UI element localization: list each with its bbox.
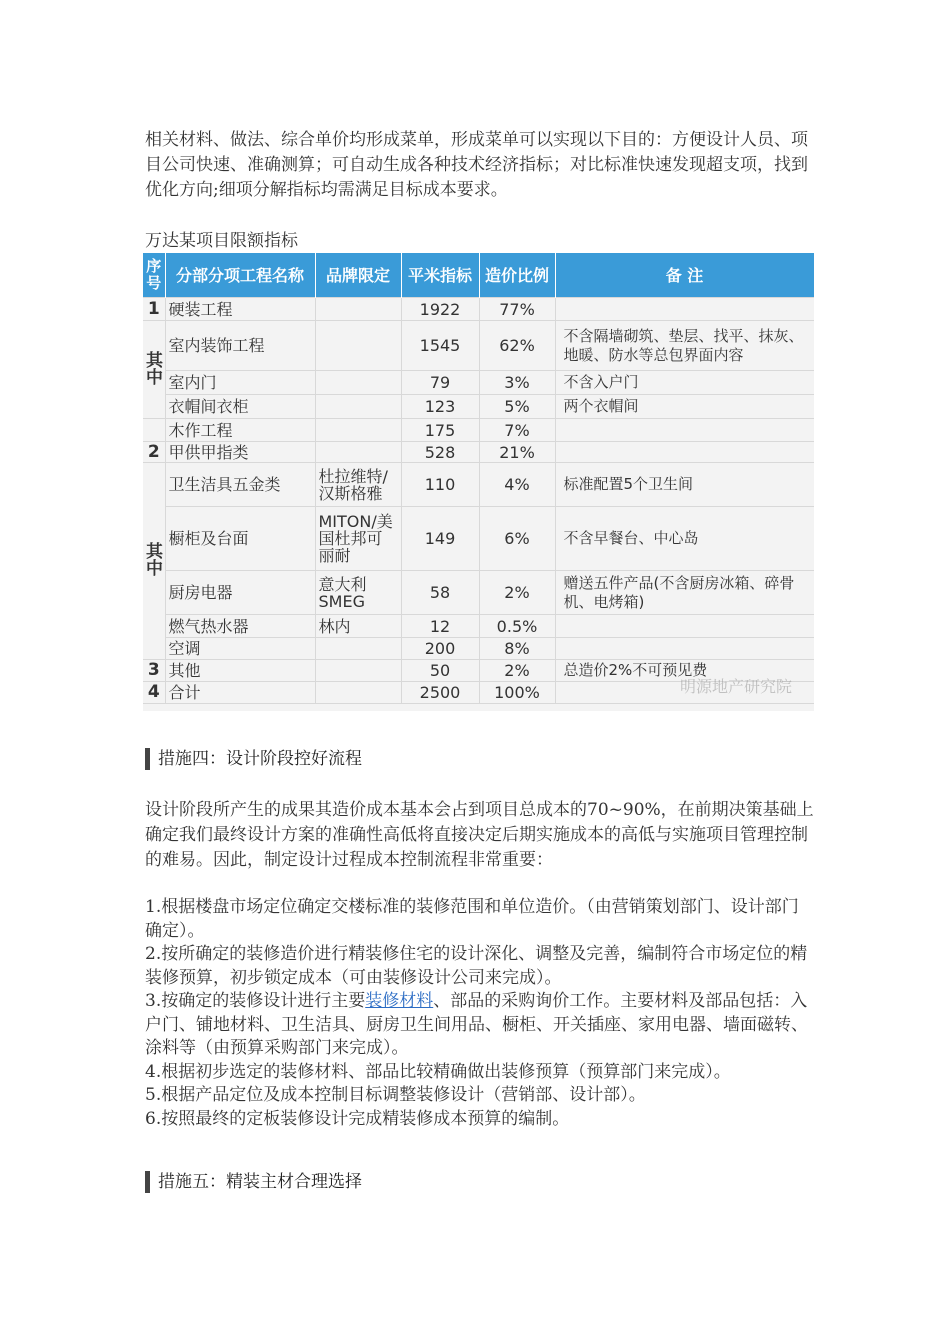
row-ratio: 100% <box>479 682 555 704</box>
table-row <box>143 615 814 638</box>
row-brand <box>315 660 401 682</box>
row-name: 衣帽间衣柜 <box>165 395 315 419</box>
row-brand <box>315 419 401 442</box>
row-note: 标准配置5个卫生间 <box>555 463 814 507</box>
quota-table <box>143 253 814 704</box>
row-name: 厨房电器 <box>165 571 315 615</box>
row-name: 室内装饰工程 <box>165 321 315 371</box>
row-brand <box>315 395 401 419</box>
row-note <box>555 442 814 463</box>
header-ratio: 造价比例 <box>479 253 555 298</box>
decoration-materials-link[interactable]: 装修材料 <box>365 991 434 1011</box>
header-brand: 品牌限定 <box>315 253 401 298</box>
section5-heading: 措施五：精装主材合理选择 <box>145 1171 362 1193</box>
header-sqm: 平米指标 <box>401 253 479 298</box>
group-label-1: 其中 <box>143 321 165 419</box>
row-ratio: 21% <box>479 442 555 463</box>
row-brand <box>315 371 401 395</box>
table-row <box>143 442 814 463</box>
table-row <box>143 463 814 507</box>
row-note <box>555 615 814 638</box>
header-note: 备 注 <box>555 253 814 298</box>
row-name: 甲供甲指类 <box>165 442 315 463</box>
steps-list <box>145 896 815 1131</box>
row-brand <box>315 682 401 704</box>
table-row <box>143 419 814 442</box>
row-note <box>555 419 814 442</box>
row-ratio: 2% <box>479 571 555 615</box>
table-header-row <box>143 253 814 298</box>
row-seq: 1 <box>143 298 165 321</box>
intro-paragraph: 相关材料、做法、综合单价均形成菜单，形成菜单可以实现以下目的：方便设计人员、项目公司快速、准确测算；可自动生成各种技术经济指标；对比标准快速发现超支项，找到优化方向;细项分解指标均需满足目标成本要求。 <box>145 130 808 200</box>
row-brand: 杜拉维特/汉斯格雅 <box>315 463 401 507</box>
row-ratio: 62% <box>479 321 555 371</box>
row-ratio: 5% <box>479 395 555 419</box>
row-note: 两个衣帽间 <box>555 395 814 419</box>
row-sqm: 110 <box>401 463 479 507</box>
row-brand: 意大利SMEG <box>315 571 401 615</box>
row-note: 不含入户门 <box>555 371 814 395</box>
table-row <box>143 571 814 615</box>
group-label-2: 其中 <box>143 463 165 660</box>
table-row <box>143 371 814 395</box>
row-brand: MITON/美国杜邦可丽耐 <box>315 507 401 571</box>
row-seq: 3 <box>143 660 165 682</box>
row-note: 总造价2%不可预见费 <box>555 660 814 682</box>
row-sqm: 1922 <box>401 298 479 321</box>
row-note <box>555 298 814 321</box>
row-brand <box>315 638 401 660</box>
row-ratio: 77% <box>479 298 555 321</box>
step-5: 5.根据产品定位及成本控制目标调整装修设计（营销部、设计部）。 <box>145 1085 646 1105</box>
row-ratio: 7% <box>479 419 555 442</box>
row-ratio: 8% <box>479 638 555 660</box>
row-note: 不含早餐台、中心岛 <box>555 507 814 571</box>
row-sqm: 149 <box>401 507 479 571</box>
row-sqm: 12 <box>401 615 479 638</box>
table-row <box>143 298 814 321</box>
row-note <box>555 638 814 660</box>
table-row <box>143 507 814 571</box>
row-name: 燃气热水器 <box>165 615 315 638</box>
table-row <box>143 321 814 371</box>
quota-table-image <box>143 253 814 711</box>
table-row <box>143 638 814 660</box>
row-sqm: 175 <box>401 419 479 442</box>
row-seq: 2 <box>143 442 165 463</box>
row-sqm: 1545 <box>401 321 479 371</box>
row-name: 卫生洁具五金类 <box>165 463 315 507</box>
header-seq: 序号 <box>143 253 165 298</box>
row-brand <box>315 321 401 371</box>
row-name: 其他 <box>165 660 315 682</box>
row-sqm: 58 <box>401 571 479 615</box>
section4-paragraph: 设计阶段所产生的成果其造价成本基本会占到项目总成本的70~90%，在前期决策基础上确定我们最终设计方案的准确性高低将直接决定后期实施成本的高低与实施项目管理控制的难易。因此，制定设计过程成本控制流程非常重要： <box>145 800 814 870</box>
row-sqm: 200 <box>401 638 479 660</box>
watermark: 明源地产研究院 <box>679 677 792 696</box>
row-seq: 4 <box>143 682 165 704</box>
step-3-prefix: 3.按确定的装修设计进行主要 <box>145 991 366 1011</box>
step-3 <box>145 990 815 1061</box>
row-name: 室内门 <box>165 371 315 395</box>
table-caption: 万达某项目限额指标 <box>145 231 298 251</box>
row-sqm: 123 <box>401 395 479 419</box>
section4-heading: 措施四：设计阶段控好流程 <box>145 748 362 770</box>
row-seq <box>143 419 165 442</box>
row-name: 空调 <box>165 638 315 660</box>
row-name: 木作工程 <box>165 419 315 442</box>
row-ratio: 0.5% <box>479 615 555 638</box>
step-4: 4.根据初步选定的装修材料、部品比较精确做出装修预算（预算部门来完成）。 <box>145 1061 731 1082</box>
row-note: 不含隔墙砌筑、垫层、找平、抹灰、地暖、防水等总包界面内容 <box>555 321 814 371</box>
row-name: 硬装工程 <box>165 298 315 321</box>
row-note: 赠送五件产品(不含厨房冰箱、碎骨机、电烤箱) <box>555 571 814 615</box>
step-6: 6.按照最终的定板装修设计完成精装修成本预算的编制。 <box>145 1108 570 1129</box>
row-name: 橱柜及台面 <box>165 507 315 571</box>
row-brand: 林内 <box>315 615 401 638</box>
row-ratio: 6% <box>479 507 555 571</box>
step-1: 1.根据楼盘市场定位确定交楼标准的装修范围和单位造价。（由营销策划部门、设计部门确定）。 <box>145 897 799 941</box>
row-sqm: 528 <box>401 442 479 463</box>
row-name: 合计 <box>165 682 315 704</box>
step-3-suffix: 、部品的采购询价工作。主要材料及部品包括：入户门、铺地材料、卫生洁具、厨房卫生间用品、橱柜、开关插座、家用电器、墙面磁转、涂料等（由预算采购部门来完成）。 <box>145 991 808 1058</box>
header-name: 分部分项工程名称 <box>165 253 315 298</box>
row-sqm: 50 <box>401 660 479 682</box>
row-brand <box>315 442 401 463</box>
row-ratio: 2% <box>479 660 555 682</box>
row-ratio: 3% <box>479 371 555 395</box>
table-row <box>143 395 814 419</box>
row-sqm: 79 <box>401 371 479 395</box>
row-brand <box>315 298 401 321</box>
step-2: 2.按所确定的装修造价进行精装修住宅的设计深化、调整及完善，编制符合市场定位的精装修预算，初步锁定成本（可由装修设计公司来完成）。 <box>145 944 808 988</box>
row-ratio: 4% <box>479 463 555 507</box>
row-sqm: 2500 <box>401 682 479 704</box>
